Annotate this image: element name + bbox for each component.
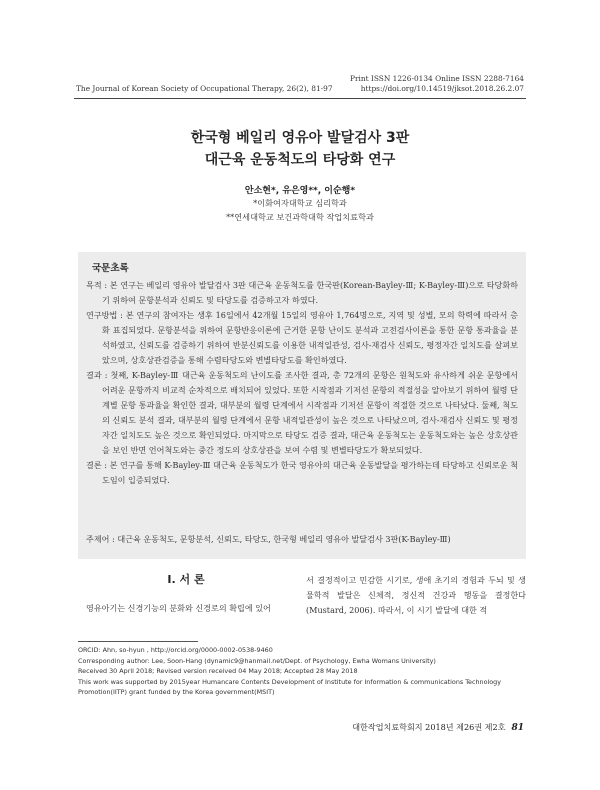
abstract-box: [78, 252, 526, 559]
footer-journal: 대한작업치료학회지 2018년 제26권 제2호: [352, 722, 506, 732]
page-footer: [352, 722, 524, 733]
abstract-heading: 국문초록: [92, 263, 129, 274]
footnote-dates: Received 30 April 2018; Revised version received 04 May 2018; Accepted 28 May 2018: [78, 667, 358, 676]
paper-title-line-2: 대근육 운동척도의 타당화 연구: [204, 152, 396, 168]
footnote-rule: [78, 641, 198, 642]
section-heading-introduction: Ⅰ. 서 론: [167, 573, 205, 586]
page-number: 81: [511, 723, 524, 733]
footnote-orcid: ORCID: Ahn, so-hyun , http://orcid.org/0000-0002-0538-9460: [78, 646, 273, 654]
paper-title-line-1: 한국형 베일리 영유아 발달검사 3판: [190, 130, 410, 146]
abstract-methods: 연구방법 : 본 연구의 참여자는 생후 16일에서 42개월 15일의 영유아 1,764명으로, 지역 및 성별, 모의 학력에 따라서 층화 표집되었다. 문항분석을 위하여 문항반응이론에 근거한 문항 난이도 분석과 고전검사이론을 통한 문항 통과율을 분석하였고, 신뢰도를 검증하기 위하여 반분신뢰도를 이용한 내적일관성, 검사-재검사 신뢰도, 평정자간 일치도를 살펴보았으며, 상호상관검증을 통해 수렴타당도와 변별타당도를 확인하였다.: [86, 310, 518, 365]
issn-text: Print ISSN 1226-0134 Online ISSN 2288-7164: [349, 74, 524, 83]
journal-citation: The Journal of Korean Society of Occupational Therapy, 26(2), 81-97: [76, 84, 333, 93]
affiliation-2: **연세대학교 보건과학대학 작업치료학과: [226, 212, 374, 222]
issn-doi-block: [350, 74, 524, 94]
affiliation-1: *이화여자대학교 심리학과: [253, 198, 347, 208]
intro-right-column-text: 서 결정적이고 민감한 시기로, 생애 초기의 경험과 두뇌 및 생물학적 발달은 신체적, 정신적 건강과 행동을 결정한다(Mustard, 2006). 따라서, 이 시기 발달에 대한 적: [306, 575, 526, 615]
header-rule: [74, 98, 526, 99]
doi-link[interactable]: https://doi.org/10.14519/jksot.2018.26.2.07: [360, 84, 524, 93]
footnote-funding: This work was supported by 2015year Humancare Contents Development of Institute for Information & communications Technology Promotion(IITP) grant funded by the Korea government(MSIT): [78, 677, 502, 697]
intro-left-column-text: 영유아기는 신경기능의 분화와 신경로의 확립에 있어: [86, 603, 271, 613]
author-list: 안소현*, 유은영**, 이순행*: [244, 186, 356, 196]
abstract-purpose: 목적 : 본 연구는 베일리 영유아 발달검사 3판 대근육 운동척도를 한국판(Korean-Bayley-Ⅲ; K-Bayley-Ⅲ)으로 타당화하기 위하여 문항분석과 신뢰도 및 타당도를 검증하고자 하였다.: [86, 280, 518, 305]
footnote-corresponding: Corresponding author: Lee, Soon-Hang (dynamic9@hanmail.net/Dept. of Psychology, Ewha Womans University): [78, 656, 436, 665]
abstract-body: [86, 278, 518, 488]
abstract-results: 결과 : 첫째, K-Bayley-Ⅲ 대근육 운동척도의 난이도를 조사한 결과, 총 72개의 문항은 원척도와 유사하게 쉬운 문항에서 어려운 문항까지 비교적 순차적으로 배치되어 있었다. 또한 시작점과 기저선 문항의 적절성을 알아보기 위하여 월령 단계별 문항 통과율을 확인한 결과, 대부분의 월령 단계에서 시작점과 기저선 문항이 적절한 것으로 나타났다. 둘째, 척도의 신뢰도 분석 결과, 대부분의 월령 단계에서 문항 내적일관성이 높은 것으로 나타났으며, 검사-재검사 신뢰도 및 평정자간 일치도도 높은 것으로 확인되었다. 마지막으로 타당도 검증 결과, 대근육 운동척도는 운동척도와는 높은 상호상관을 보인 반면 언어척도와는 중간 정도의 상호상관을 보여 수렴 및 변별타당도가 확보되었다.: [86, 370, 518, 455]
keywords: 주제어 : 대근육 운동척도, 문항분석, 신뢰도, 타당도, 한국형 베일리 영유아 발달검사 3판(K-Bayley-Ⅲ): [86, 534, 451, 544]
footnotes: [78, 645, 528, 698]
abstract-conclusion: 결론 : 본 연구를 통해 K-Bayley-Ⅲ 대근육 운동척도가 한국 영유아의 대근육 운동발달을 평가하는데 타당하고 신뢰로운 척도임이 입증되었다.: [86, 460, 518, 485]
